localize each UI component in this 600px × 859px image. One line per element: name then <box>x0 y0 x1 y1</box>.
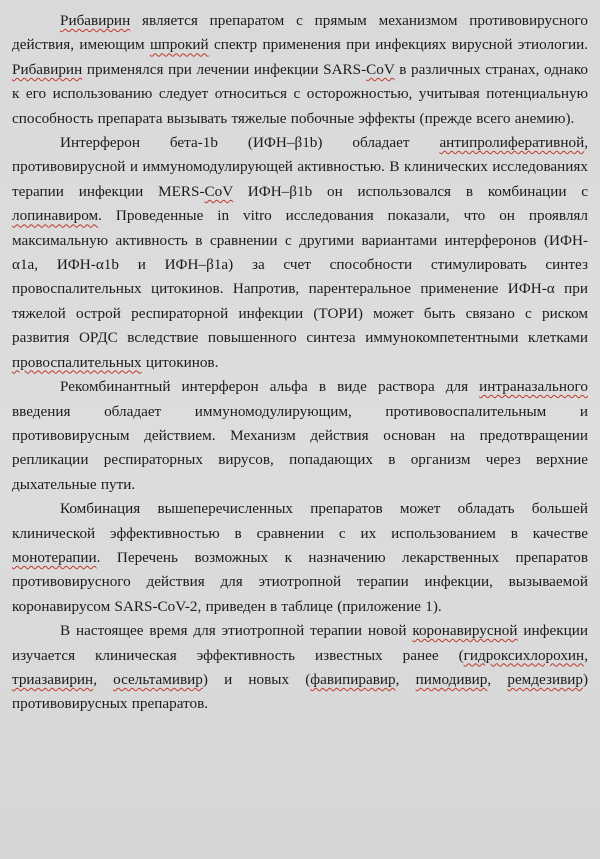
paragraph-interferon-beta <box>12 131 588 375</box>
spellcheck-word: коронавирусной <box>412 622 518 640</box>
text-run: ) противовирусных препаратов. <box>12 670 589 713</box>
text-run: , <box>584 646 588 664</box>
text-run: ) и новых ( <box>202 670 311 688</box>
spellcheck-word: Рибавирин <box>60 12 131 29</box>
spellcheck-word: антипролиферативной <box>439 134 585 152</box>
text-run: является препаратом с прямым механизмом противовирусного действия, имеющим <box>12 12 588 54</box>
text-run: Интерферон бета-1b (ИФН–β1b) обладает <box>60 134 440 152</box>
spellcheck-word: CoV <box>366 60 395 78</box>
spellcheck-word: фавипиравир <box>310 670 396 688</box>
spellcheck-word: CoV <box>204 182 233 200</box>
paragraph-etiotropic-therapy <box>12 619 588 717</box>
text-run: , <box>93 670 114 688</box>
spellcheck-word: Рибавирин <box>12 60 83 78</box>
text-run: , <box>395 670 416 688</box>
text-run: Рекомбинантный интерферон альфа в виде раствора для <box>60 378 480 396</box>
text-run: применялся при лечении инфекции SARS- <box>82 60 367 78</box>
text-run: , <box>487 670 508 688</box>
text-run: в различных странах, однако к его использованию следует относиться с осторожностью, учитывая потенциальную способность препарата вызывать тяжелые побочные эффекты (прежде всего анемию). <box>12 60 588 127</box>
text-run: , противовирусной и иммуномодулирующей активностью. В клинических исследованиях терапии инфекции MERS- <box>12 134 588 200</box>
text-run: ИФН–β1b он использовался в комбинации с <box>232 182 588 200</box>
paragraph-interferon-alpha <box>12 375 588 497</box>
spellcheck-word: монотерапии <box>12 548 97 566</box>
spellcheck-word: лопинавиром <box>12 207 99 225</box>
text-run: . Перечень возможных к назначению лекарственных препаратов противовирусного действия для этиотропной терапии инфекции, вызываемой коронавирусом SARS-CoV-2, приведен в таблице (приложение 1). <box>12 548 588 615</box>
text-run: инфекции изучается клиническая эффективность известных ранее ( <box>12 622 588 664</box>
spellcheck-word: гидроксихлорохин <box>463 646 585 664</box>
spellcheck-word: осельтамивир <box>113 670 203 688</box>
spellcheck-word: интраназального <box>479 378 588 396</box>
paragraph-combination <box>12 497 588 619</box>
text-run: спектр применения при инфекциях вирусной этиологии. <box>208 36 588 54</box>
text-run: В настоящее время для этиотропной терапии новой <box>60 622 413 640</box>
text-run: цитокинов. <box>141 353 219 371</box>
spellcheck-word: провоспалительных <box>12 353 142 371</box>
spellcheck-word: триазавирин <box>12 670 94 688</box>
spellcheck-word: шпрокий <box>149 36 209 54</box>
text-run: введения обладает иммуномодулирующим, противовоспалительным и противовирусным действием. Механизм действия основан на предотвращении репликации респираторных вирусов, попадающих в организм через верхние дыхательные пути. <box>12 402 588 493</box>
text-run: Комбинация вышеперечисленных препаратов может обладать большей клинической эффективностью в сравнении с их использованием в качестве <box>12 500 588 542</box>
text-run: . Проведенные in vitro исследования показали, что он проявлял максимальную активность в сравнении с другими вариантами интерферонов (ИФН-α1a, ИФН-α1b и ИФН–β1a) за счет способности стимулировать синтез провоспалительных цитокинов. Напротив, парентеральное применение ИФН-α при тяжелой острой респираторной инфекции (ТОРИ) может быть связано с риском развития ОРДС вследствие повышенного синтеза иммунокомпетентными клетками <box>12 207 588 347</box>
spellcheck-word: ремдезивир <box>507 670 583 688</box>
paragraph-ribavirin <box>12 9 588 131</box>
spellcheck-word: пимодивир <box>415 670 488 688</box>
